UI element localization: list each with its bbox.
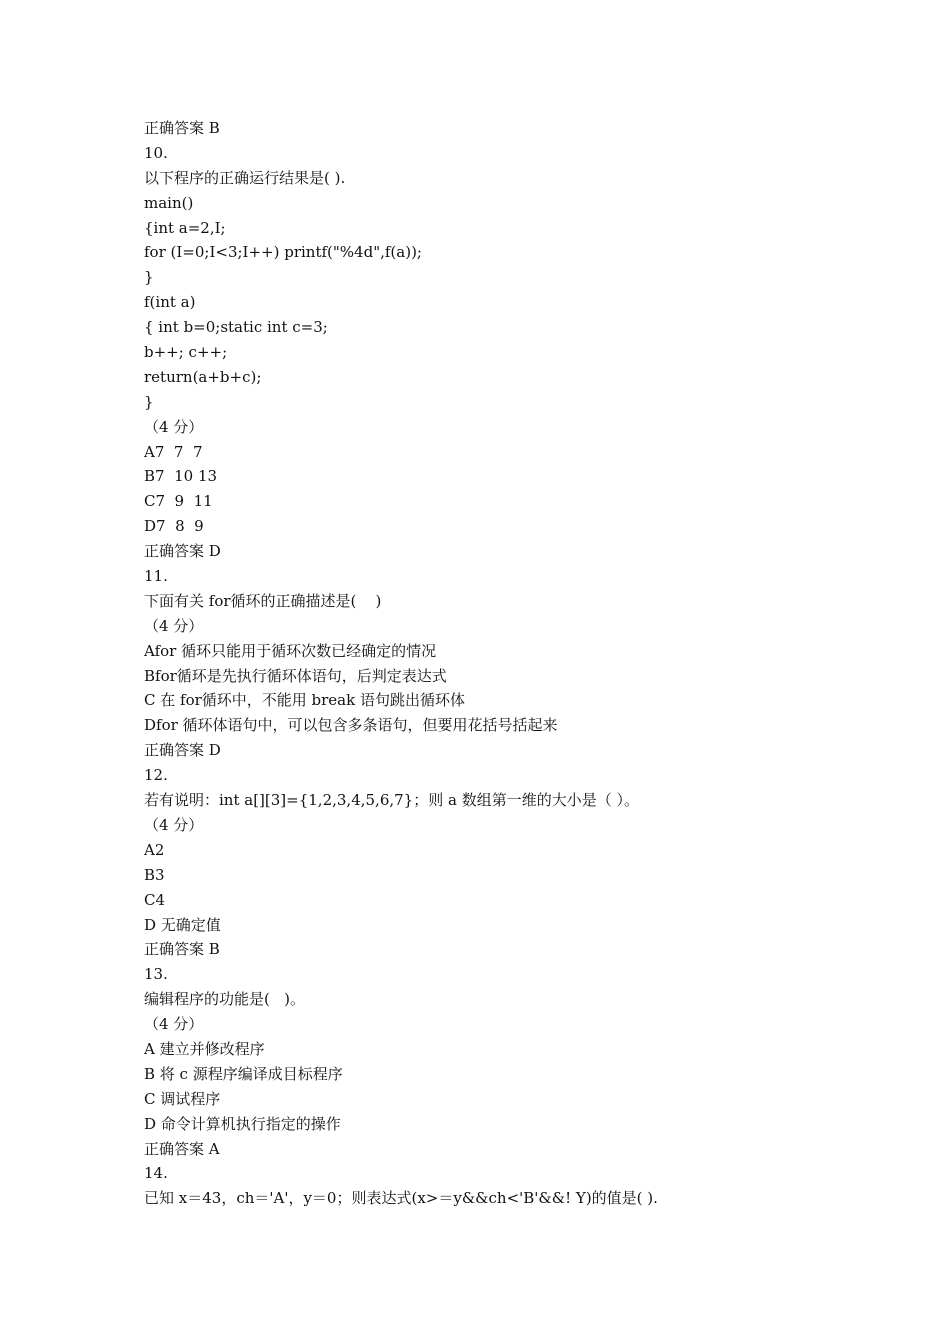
code-line: { int b=0;static int c=3; [144, 318, 328, 337]
code-line: } [144, 392, 154, 411]
question-number: 10. [144, 143, 168, 162]
question-text: 以下程序的正确运行结果是( ). [144, 168, 346, 187]
code-line: for (I=0;I<3;I++) printf("%4d",f(a)); [144, 243, 422, 262]
option-d: Dfor 循环体语句中，可以包含多条语句，但要用花括号括起来 [144, 716, 558, 735]
option-b: B3 [144, 865, 165, 884]
score-line: （4 分） [144, 815, 204, 834]
option-d: D 命令计算机执行指定的操作 [144, 1114, 341, 1133]
question-text: 下面有关 for循环的正确描述是( ) [144, 591, 382, 610]
score-line: （4 分） [144, 616, 204, 635]
option-a: A7 7 7 [144, 442, 203, 461]
option-d: D7 8 9 [144, 517, 204, 536]
score-line: （4 分） [144, 417, 204, 436]
question-text: 编辑程序的功能是( )。 [144, 990, 306, 1009]
question-number: 11. [144, 567, 168, 586]
question-text: 若有说明：int a[][3]={1,2,3,4,5,6,7}；则 a 数组第一维的大小是（ ）。 [144, 791, 639, 810]
score-line: （4 分） [144, 1015, 204, 1034]
question-number: 13. [144, 965, 168, 984]
answer-line: 正确答案 B [144, 119, 220, 137]
answer-line: 正确答案 D [144, 542, 221, 561]
code-line: b++; c++; [144, 343, 228, 362]
question-number: 14. [144, 1164, 168, 1183]
question-number: 12. [144, 766, 168, 785]
option-a: A 建立并修改程序 [144, 1039, 265, 1058]
option-a: Afor 循环只能用于循环次数已经确定的情况 [144, 641, 437, 660]
code-line: f(int a) [144, 293, 196, 312]
option-b: B7 10 13 [144, 467, 218, 486]
option-c: C 调试程序 [144, 1089, 221, 1108]
option-a: A2 [144, 840, 165, 859]
option-d: D 无确定值 [144, 915, 221, 934]
answer-line: 正确答案 D [144, 741, 221, 760]
code-line: {int a=2,I; [144, 218, 226, 237]
answer-line: 正确答案 B [144, 940, 220, 959]
option-c: C 在 for循环中，不能用 break 语句跳出循环体 [144, 691, 465, 710]
code-line: main() [144, 193, 194, 212]
option-c: C7 9 11 [144, 492, 213, 511]
option-b: Bfor循环是先执行循环体语句，后判定表达式 [144, 666, 447, 685]
code-line: return(a+b+c); [144, 367, 262, 386]
code-line: } [144, 268, 154, 287]
question-text: 已知 x＝43，ch＝'A'，y＝0；则表达式(x>＝y&&ch<'B'&&! Y)的值是( ). [144, 1189, 658, 1208]
answer-line: 正确答案 A [144, 1139, 220, 1158]
option-b: B 将 c 源程序编译成目标程序 [144, 1064, 343, 1083]
option-c: C4 [144, 890, 166, 909]
document-body [144, 116, 844, 1211]
